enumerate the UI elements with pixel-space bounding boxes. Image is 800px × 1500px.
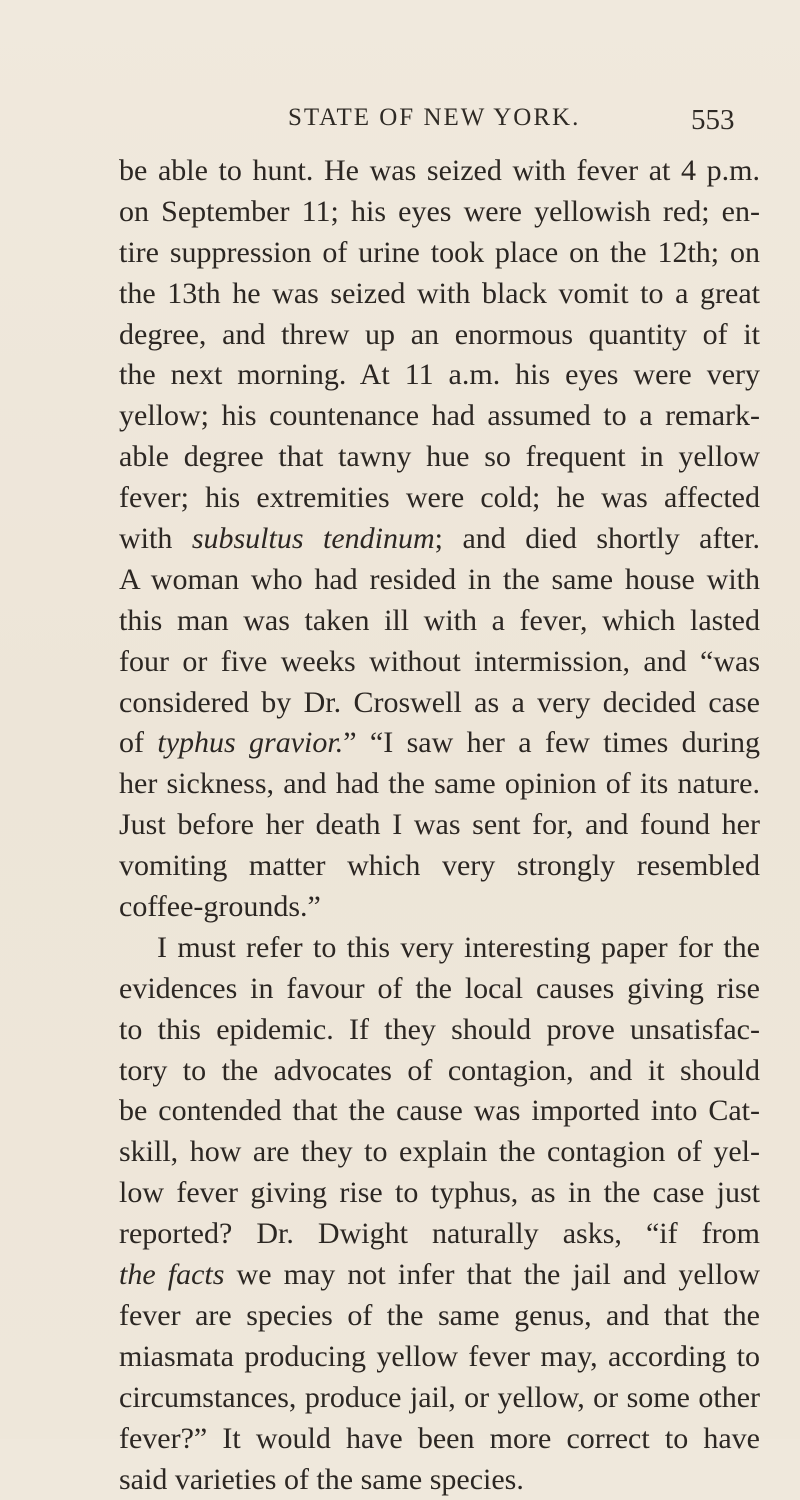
text-line: reported? Dr. Dwight naturally asks, “if from <box>119 1214 760 1255</box>
text-line: be contended that the cause was imported into Cat- <box>119 1091 760 1132</box>
text-line: this man was taken ill with a fever, which lasted <box>119 601 760 642</box>
text-line: to this epidemic. If they should prove unsatisfac- <box>119 1010 760 1051</box>
text-line: with subsultus tendinum; and died shortly after. <box>119 519 760 560</box>
text-line: degree, and threw up an enormous quantity of it <box>119 315 760 356</box>
text-line: considered by Dr. Croswell as a very decided case <box>119 683 760 724</box>
text-line: fever?” It would have been more correct to have <box>119 1419 760 1460</box>
text-line: vomiting matter which very strongly resembled <box>119 846 760 887</box>
text-line: said varieties of the same species. <box>119 1460 760 1500</box>
text-line: the facts we may not infer that the jail and yellow <box>119 1255 760 1296</box>
text-line: on September 11; his eyes were yellowish red; en- <box>119 192 760 233</box>
text-line: coffee-grounds.” <box>119 887 760 928</box>
text-line: the next morning. At 11 a.m. his eyes were very <box>119 355 760 396</box>
text-line: low fever giving rise to typhus, as in the case just <box>119 1173 760 1214</box>
text-line: her sickness, and had the same opinion of its nature. <box>119 764 760 805</box>
text-line: A woman who had resided in the same house with <box>119 560 760 601</box>
paragraph-first-line: I must refer to this very interesting paper for the <box>119 928 760 969</box>
text-line: fever; his extremities were cold; he was affected <box>119 478 760 519</box>
text-line: evidences in favour of the local causes giving rise <box>119 969 760 1010</box>
text-line: miasmata producing yellow fever may, according to <box>119 1337 760 1378</box>
italic-term: the facts <box>119 1258 224 1291</box>
text-line: able degree that tawny hue so frequent in yellow <box>119 437 760 478</box>
italic-term: subsultus tendinum <box>192 522 435 555</box>
page-number: 553 <box>691 104 735 137</box>
text-line: tire suppression of urine took place on the 12th; on <box>119 233 760 274</box>
running-head-title: STATE OF NEW YORK. <box>288 104 580 132</box>
text-line: of typhus gravior.” “I saw her a few times during <box>119 723 760 764</box>
text-line: tory to the advocates of contagion, and it should <box>119 1051 760 1092</box>
text-line: fever are species of the same genus, and that the <box>119 1296 760 1337</box>
text-line: Just before her death I was sent for, and found her <box>119 805 760 846</box>
text-line: be able to hunt. He was seized with fever at 4 p.m. <box>119 151 760 192</box>
text-line: four or five weeks without intermission, and “was <box>119 642 760 683</box>
italic-term: typhus gravior. <box>157 726 343 759</box>
running-head <box>0 104 800 144</box>
text-line: yellow; his countenance had assumed to a remark- <box>119 396 760 437</box>
text-line: circumstances, produce jail, or yellow, or some other <box>119 1378 760 1419</box>
text-line: the 13th he was seized with black vomit to a great <box>119 274 760 315</box>
body-text <box>119 151 760 1500</box>
text-line: skill, how are they to explain the contagion of yel- <box>119 1132 760 1173</box>
